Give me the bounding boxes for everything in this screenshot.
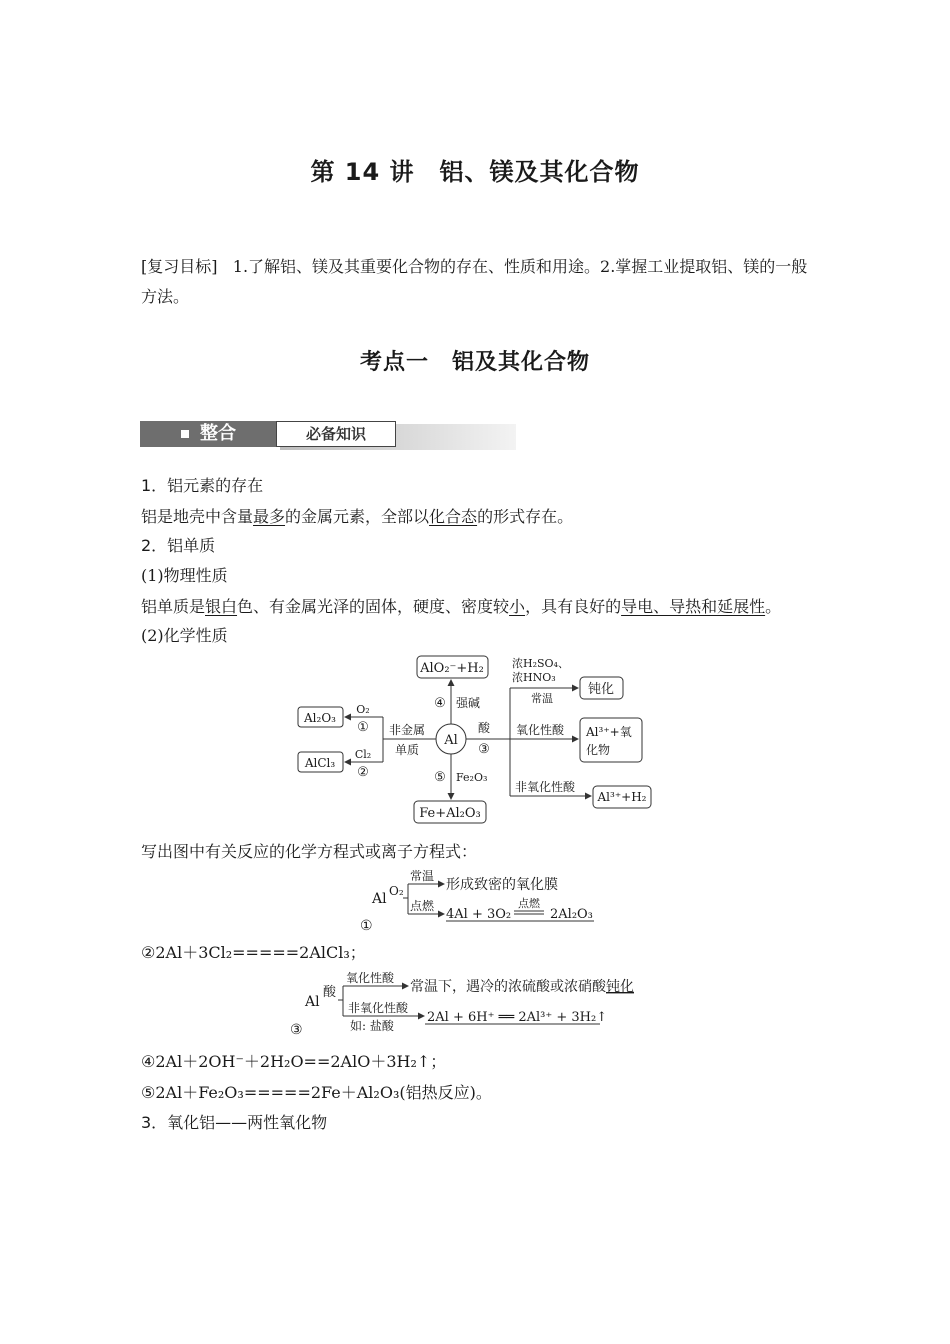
- equation-2: ②2Al＋3Cl₂=====2AlCl₃；: [141, 943, 366, 962]
- banner-label: 整合: [200, 423, 236, 444]
- equation-5: ⑤2Al＋Fe₂O₃=====2Fe＋Al₂O₃(铝热反应)。: [141, 1083, 492, 1102]
- equation-1: [360, 864, 610, 934]
- nonmetal-label: 非金属: [388, 723, 426, 737]
- al-reaction-diagram: [290, 650, 670, 830]
- acid-label: 酸: [477, 721, 491, 735]
- eq1-res2-left: 4Al + 3O₂: [446, 907, 512, 922]
- instruction: 写出图中有关反应的化学方程式或离子方程式：: [141, 842, 478, 861]
- eq3-res2: 2Al + 6H⁺ ══ 2Al³⁺ + 3H₂↑: [427, 1010, 608, 1025]
- square-bullet-icon: [181, 430, 189, 438]
- eq1-res1: 形成致密的氧化膜: [446, 877, 558, 893]
- cl2-label: Cl₂: [354, 748, 372, 761]
- eq1-cond-room: 常温: [410, 869, 435, 883]
- num-4: ④: [434, 696, 446, 711]
- review-goals: [141, 252, 813, 312]
- para-existence: 铝是地壳中含量最多的金属元素，全部以化合态的形式存在。: [141, 507, 574, 526]
- num-3: ③: [478, 742, 490, 757]
- review-text: 1.了解铝、镁及其重要化合物的存在、性质和用途。2.掌握工业提取铝、镁的一般方法。: [141, 257, 808, 306]
- fe-al2o3-label: Fe+Al₂O₃: [419, 806, 481, 821]
- chem-heading: (2)化学性质: [141, 626, 228, 645]
- nonox-acid-label: 非氧化性酸: [514, 780, 576, 794]
- conc-acid-2: 浓HNO₃: [512, 671, 556, 684]
- alo2-label: AlO₂⁻+H₂: [420, 661, 484, 676]
- eq1-res2-right: 2Al₂O₃: [550, 907, 593, 922]
- ox-result-1: Al³⁺+氧: [586, 725, 632, 739]
- fe2o3-label: Fe₂O₃: [456, 771, 488, 784]
- eq3-al: Al: [305, 994, 320, 1010]
- al-center-label: Al: [444, 733, 458, 748]
- answer-conduct: 导电、导热和延展性: [621, 597, 766, 616]
- banner-box: 必备知识: [276, 421, 396, 447]
- o2-label: O₂: [356, 703, 370, 716]
- room-temp-label: 常温: [531, 692, 553, 705]
- heading-1: 1．铝元素的存在: [141, 476, 264, 495]
- passivation-label: 钝化: [587, 682, 615, 697]
- ox-acid-label: 氧化性酸: [515, 723, 565, 737]
- num-1: ①: [357, 720, 369, 735]
- eq1-al: Al: [372, 891, 387, 907]
- al2o3-label: Al₂O₃: [304, 711, 336, 725]
- phys-heading: (1)物理性质: [141, 566, 228, 585]
- eq3-res1: 常温下，遇冷的浓硫酸或浓硝酸钝化: [410, 979, 634, 995]
- conc-acid-1: 浓H₂SO₄、: [512, 657, 569, 670]
- num-2: ②: [357, 765, 369, 780]
- eq3-example: 如: 盐酸: [350, 1019, 394, 1033]
- equation-4: ④2Al＋2OH⁻＋2H₂O==2AlO＋3H₂↑；: [141, 1052, 447, 1071]
- element-label: 单质: [394, 743, 420, 757]
- section-banner: [140, 421, 516, 451]
- eq1-num: ①: [360, 918, 373, 934]
- answer-small: 小: [509, 597, 526, 616]
- ox-result-2: 化物: [586, 743, 611, 757]
- eq3-ox-acid: 氧化性酸: [346, 971, 395, 985]
- answer-most: 最多: [253, 507, 286, 526]
- section-title: 考点一 铝及其化合物: [359, 350, 590, 375]
- heading-2: 2．铝单质: [141, 536, 216, 555]
- strong-base-label: 强碱: [456, 696, 481, 710]
- eq3-nonox-acid: 非氧化性酸: [348, 1001, 409, 1015]
- eq1-o2: O₂: [389, 884, 404, 898]
- heading-3: 3．氧化铝——两性氧化物: [141, 1113, 328, 1132]
- alcl3-label: AlCl₃: [304, 756, 336, 770]
- page-title: 第 14 讲 铝、镁及其化合物: [310, 158, 640, 186]
- eq1-res2-cond: 点燃: [518, 897, 540, 910]
- nonox-result-label: Al³⁺+H₂: [597, 790, 647, 804]
- answer-combined: 化合态: [429, 507, 478, 526]
- review-label: [复习目标]: [141, 257, 218, 276]
- eq3-acid: 酸: [323, 985, 337, 1000]
- equation-3: [290, 966, 670, 1040]
- answer-silver: 银白: [205, 597, 238, 616]
- eq3-num: ③: [290, 1022, 303, 1038]
- para-physical: 铝单质是银白色、有金属光泽的固体，硬度、密度较小，具有良好的导电、导热和延展性。: [141, 597, 782, 616]
- num-5: ⑤: [434, 770, 446, 785]
- eq1-cond-ignite: 点燃: [410, 899, 435, 913]
